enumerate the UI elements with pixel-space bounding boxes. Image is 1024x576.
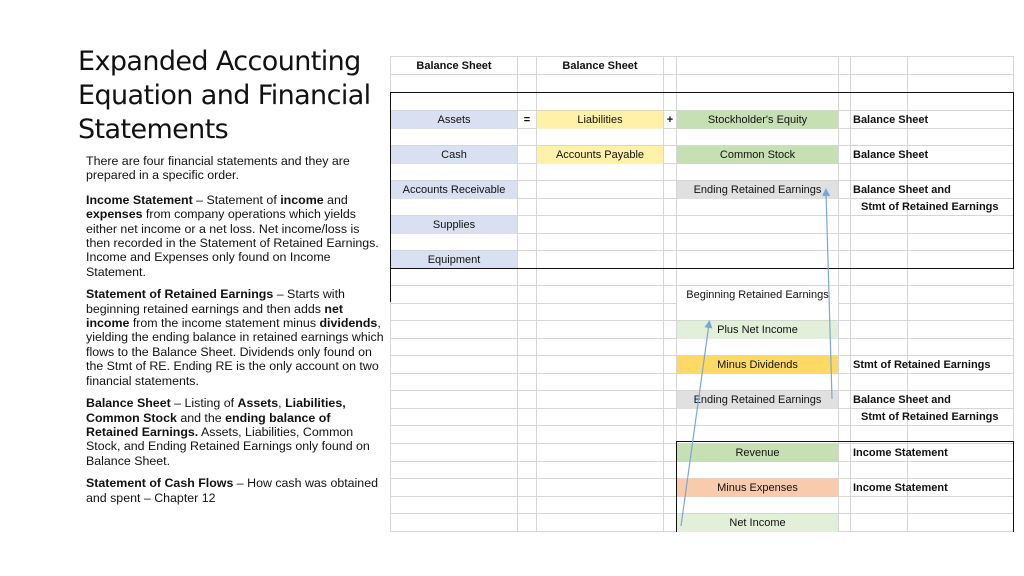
page-title: Expanded Accounting Equation and Financial Statements: [78, 46, 371, 145]
cash-flows-paragraph: Statement of Cash Flows – How cash was obtained and spent – Chapter 12: [86, 476, 378, 505]
balance-sheet-paragraph: Balance Sheet – Listing of Assets, Liabilities, Common Stock and the ending balance of Retained Earnings. Assets, Liabilities, Common Stock, and Ending Retained Earnings only found on Balance Sheet.: [86, 396, 370, 468]
accounts-payable-cell: Accounts Payable: [537, 146, 663, 164]
revenue-cell: Revenue: [677, 444, 838, 462]
assets-cell: Assets: [391, 111, 517, 129]
cash-cell: Cash: [391, 146, 517, 164]
minus-expenses-cell: Minus Expenses: [677, 479, 838, 497]
label-balance-sheet-and-2: Balance Sheet and: [853, 394, 951, 406]
ending-retained-earnings-cell-2: Ending Retained Earnings: [677, 391, 838, 409]
stockholders-equity-cell: Stockholder's Equity: [677, 111, 838, 129]
intro-paragraph: There are four financial statements and they are prepared in a specific order.: [86, 154, 350, 183]
arrow-ending-re-to-balance-sheet: [826, 192, 832, 399]
ending-retained-earnings-cell: Ending Retained Earnings: [677, 181, 838, 199]
arrow-net-income-to-retained-earnings: [681, 324, 709, 526]
common-stock-cell: Common Stock: [677, 146, 838, 164]
label-income-statement-2: Income Statement: [853, 482, 948, 494]
label-stmt-retained-earnings-1: Stmt of Retained Earnings: [861, 201, 999, 213]
label-balance-sheet-2: Balance Sheet: [853, 149, 929, 161]
retained-earnings-paragraph: Statement of Retained Earnings – Starts with beginning retained earnings and then adds net income from the income statement minus dividends, yielding the ending balance in retained earnings which flows to the Balance Sheet. Dividends only found on the Stmt of RE. Ending RE is the only account on two financial statements.: [86, 287, 384, 388]
plus-sign: +: [666, 114, 674, 126]
label-stmt-retained-earnings-2: Stmt of Retained Earnings: [853, 359, 991, 371]
equals-sign: =: [523, 114, 531, 126]
beginning-retained-earnings-cell: Beginning Retained Earnings: [677, 286, 838, 304]
net-income-cell: Net Income: [677, 514, 838, 532]
header-balance-sheet-1: Balance Sheet: [416, 60, 492, 72]
label-balance-sheet-and-1: Balance Sheet and: [853, 184, 951, 196]
liabilities-cell: Liabilities: [537, 111, 663, 129]
income-statement-paragraph: Income Statement – Statement of income and expenses from company operations which yields either net income or a net loss. Net income/loss is then recorded in the Statement of Retained Earnings. Income and Expenses only found on Income Statement.: [86, 192, 379, 279]
label-balance-sheet-1: Balance Sheet: [853, 114, 929, 126]
accounts-receivable-cell: Accounts Receivable: [391, 181, 517, 199]
equipment-cell: Equipment: [391, 251, 517, 269]
label-income-statement-1: Income Statement: [853, 447, 948, 459]
header-balance-sheet-2: Balance Sheet: [562, 60, 638, 72]
label-stmt-retained-earnings-3: Stmt of Retained Earnings: [861, 411, 999, 423]
minus-dividends-cell: Minus Dividends: [677, 356, 838, 374]
plus-net-income-cell: Plus Net Income: [677, 321, 838, 339]
supplies-cell: Supplies: [391, 216, 517, 234]
